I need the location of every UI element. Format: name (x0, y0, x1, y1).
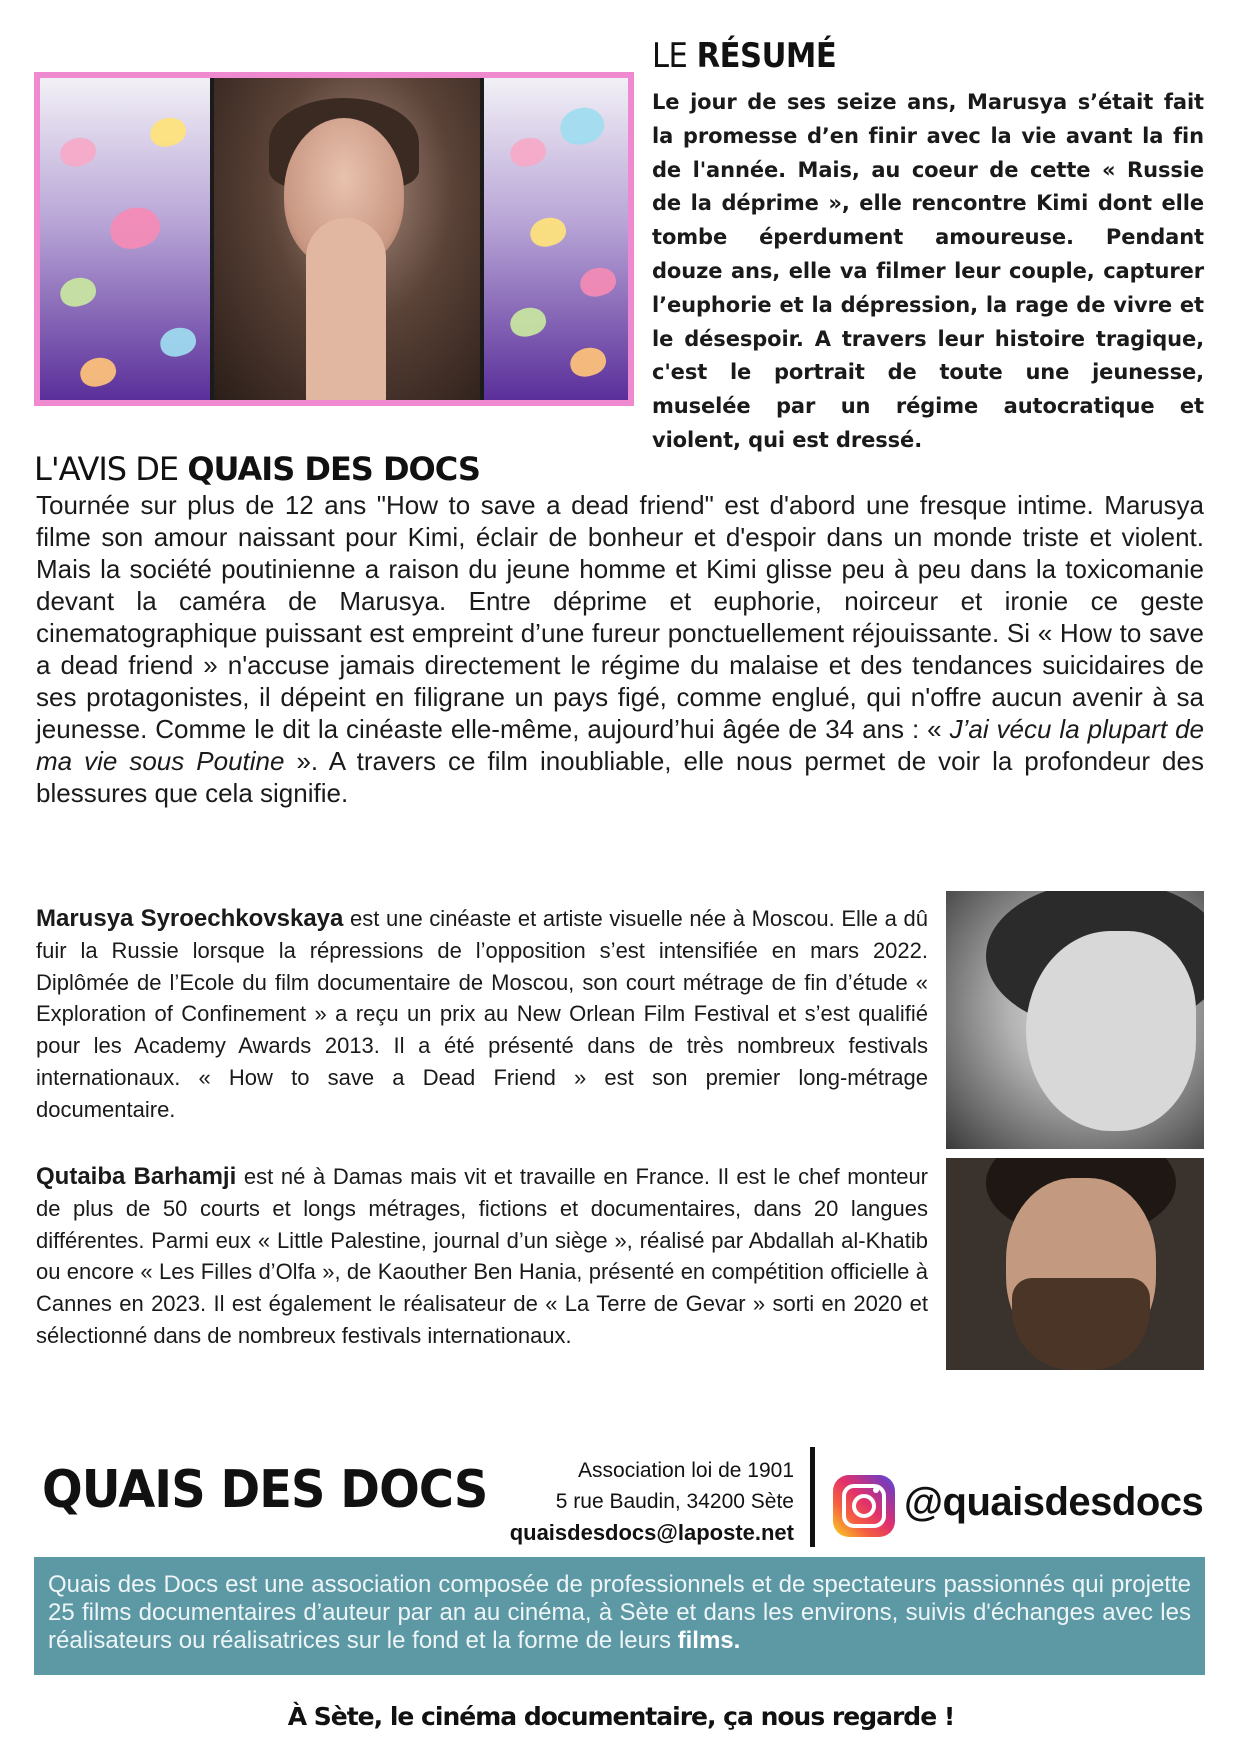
heart-candy-decoration (57, 274, 99, 310)
bio-editor: Qutaiba Barhamji est né à Damas mais vit et travaille en France. Il est le chef monteur de plus de 50 courts et longs métrages, fictions et documentaires, dans 20 langues différentes. Parmi eux « Little Palestine, journal d’un siège », réalisé par Abdallah al-Khatib ou encore « Les Filles d’Olfa », de Kaouther Ben Hania, présenté en compétition officielle à Cannes en 2023. Il est également le réalisateur de « La Terre de Gevar » sorti en 2020 et sélectionné dans de nombreux festivals internationaux. (36, 1163, 929, 1348)
instagram-icon-dot (873, 1487, 879, 1493)
editor-portrait (946, 1158, 1204, 1370)
heart-candy-decoration (577, 264, 619, 300)
heart-candy-decoration (106, 202, 165, 254)
instagram-icon-lens (852, 1494, 876, 1518)
address-line-1: Association loi de 1901 (578, 1459, 794, 1482)
editor-name: Qutaiba Barhamji (36, 1163, 237, 1190)
resume-text: Le jour de ses seize ans, Marusya s’était fait la promesse d’en finir avec la vie avant la fin de l'année. Mais, au coeur de cette « Russie de la déprime », elle rencontre Kimi dont elle tombe éperdument amoureuse. Pendant douze ans, elle va filmer leur couple, capturer l’euphorie et la dépression, la rage de vivre et le désespoir. A travers leur histoire tragique, c'est le portrait de toute une jeunesse, muselée par un régime autocratique et violent, qui est dressé. (652, 90, 1204, 452)
avis-heading: L'AVIS DE QUAIS DES DOCS (34, 450, 480, 488)
still-hand (306, 218, 386, 406)
email-link[interactable]: quaisdesdocs@laposte.net (509, 1520, 794, 1545)
heart-candy-decoration (507, 304, 549, 340)
heart-candy-decoration (77, 354, 119, 390)
portrait-beard (1012, 1278, 1150, 1370)
banner-text: Quais des Docs est une association composée de professionnels et de spectateurs passionnés qui projette 25 films documentaires d’auteur par an au cinéma, à Sète et dans les environs, suivis d'échanges avec les réalisateurs ou réalisatrices sur le fond et la forme de leurs films. (48, 1571, 1191, 1654)
director-name: Marusya Syroechkovskaya (36, 905, 344, 932)
heart-candy-decoration (147, 114, 189, 150)
heart-candy-decoration (567, 344, 609, 380)
association-banner (34, 1557, 1205, 1675)
instagram-handle[interactable]: @quaisdesdocs (904, 1480, 1204, 1524)
brand-logo-text: QUAIS DES DOCS (42, 1460, 488, 1520)
director-quote: J’ai vécu la plupart de ma vie sous Poutine (36, 714, 1204, 776)
heart-candy-decoration (507, 134, 549, 170)
address-line-2: 5 rue Baudin, 34200 Sète (555, 1490, 794, 1513)
heart-candy-decoration (556, 103, 608, 149)
footer-divider (810, 1447, 815, 1547)
tagline: À Sète, le cinéma documentaire, ça nous regarde ! (287, 1702, 955, 1731)
resume-heading: LE RÉSUMÉ (652, 36, 837, 76)
avis-text: Tournée sur plus de 12 ans "How to save a dead friend" est d'abord une fresque intime. Marusya filme son amour naissant pour Kimi, éclair de bonheur et d'espoir dans un monde triste et violent. Mais la société poutinienne a raison du jeune homme et Kimi glisse peu à peu dans la toxicomanie devant la caméra de Marusya. Entre déprime et euphorie, noirceur et ironie ce geste cinematographique puissant est empreint d’une fureur ponctuellement réjouissante. Si « How to save a dead friend » n'accuse jamais directement le régime du malaise et des tendances suicidaires de ses protagonistes, il dépeint en filigrane un pays figé, comme englué, qui n'offre aucun avenir à sa jeunesse. Comme le dit la cinéaste elle-même, aujourd’hui âgée de 34 ans : « J’ai vécu la plupart de ma vie sous Poutine ». A travers ce film inoubliable, elle nous permet de voir la profondeur des blessures que cela signifie. (36, 490, 1204, 808)
director-portrait (946, 891, 1204, 1149)
bio-director: Marusya Syroechkovskaya est une cinéaste et artiste visuelle née à Moscou. Elle a dû fuir la Russie lorsque la répressions de l’opposition s’est intensifiée en mars 2022. Diplômée de l’Ecole du film documentaire de Moscou, son court métrage de fin d’étude « Exploration of Confinement » a reçu un prix au New Orlean Film Festival et s’est qualifié pour les Academy Awards 2013. Il a été présenté dans de très nombreux festivals internationaux. « How to save a Dead Friend » est son premier long-métrage documentaire. (36, 905, 928, 1122)
instagram-icon[interactable] (833, 1475, 895, 1537)
heart-candy-decoration (57, 134, 99, 170)
address-block (500, 1455, 794, 1548)
portrait-face (1026, 931, 1196, 1131)
heart-candy-decoration (157, 324, 199, 360)
still-center-panel (210, 78, 484, 400)
film-still-image (34, 72, 634, 406)
heart-candy-decoration (527, 214, 569, 250)
